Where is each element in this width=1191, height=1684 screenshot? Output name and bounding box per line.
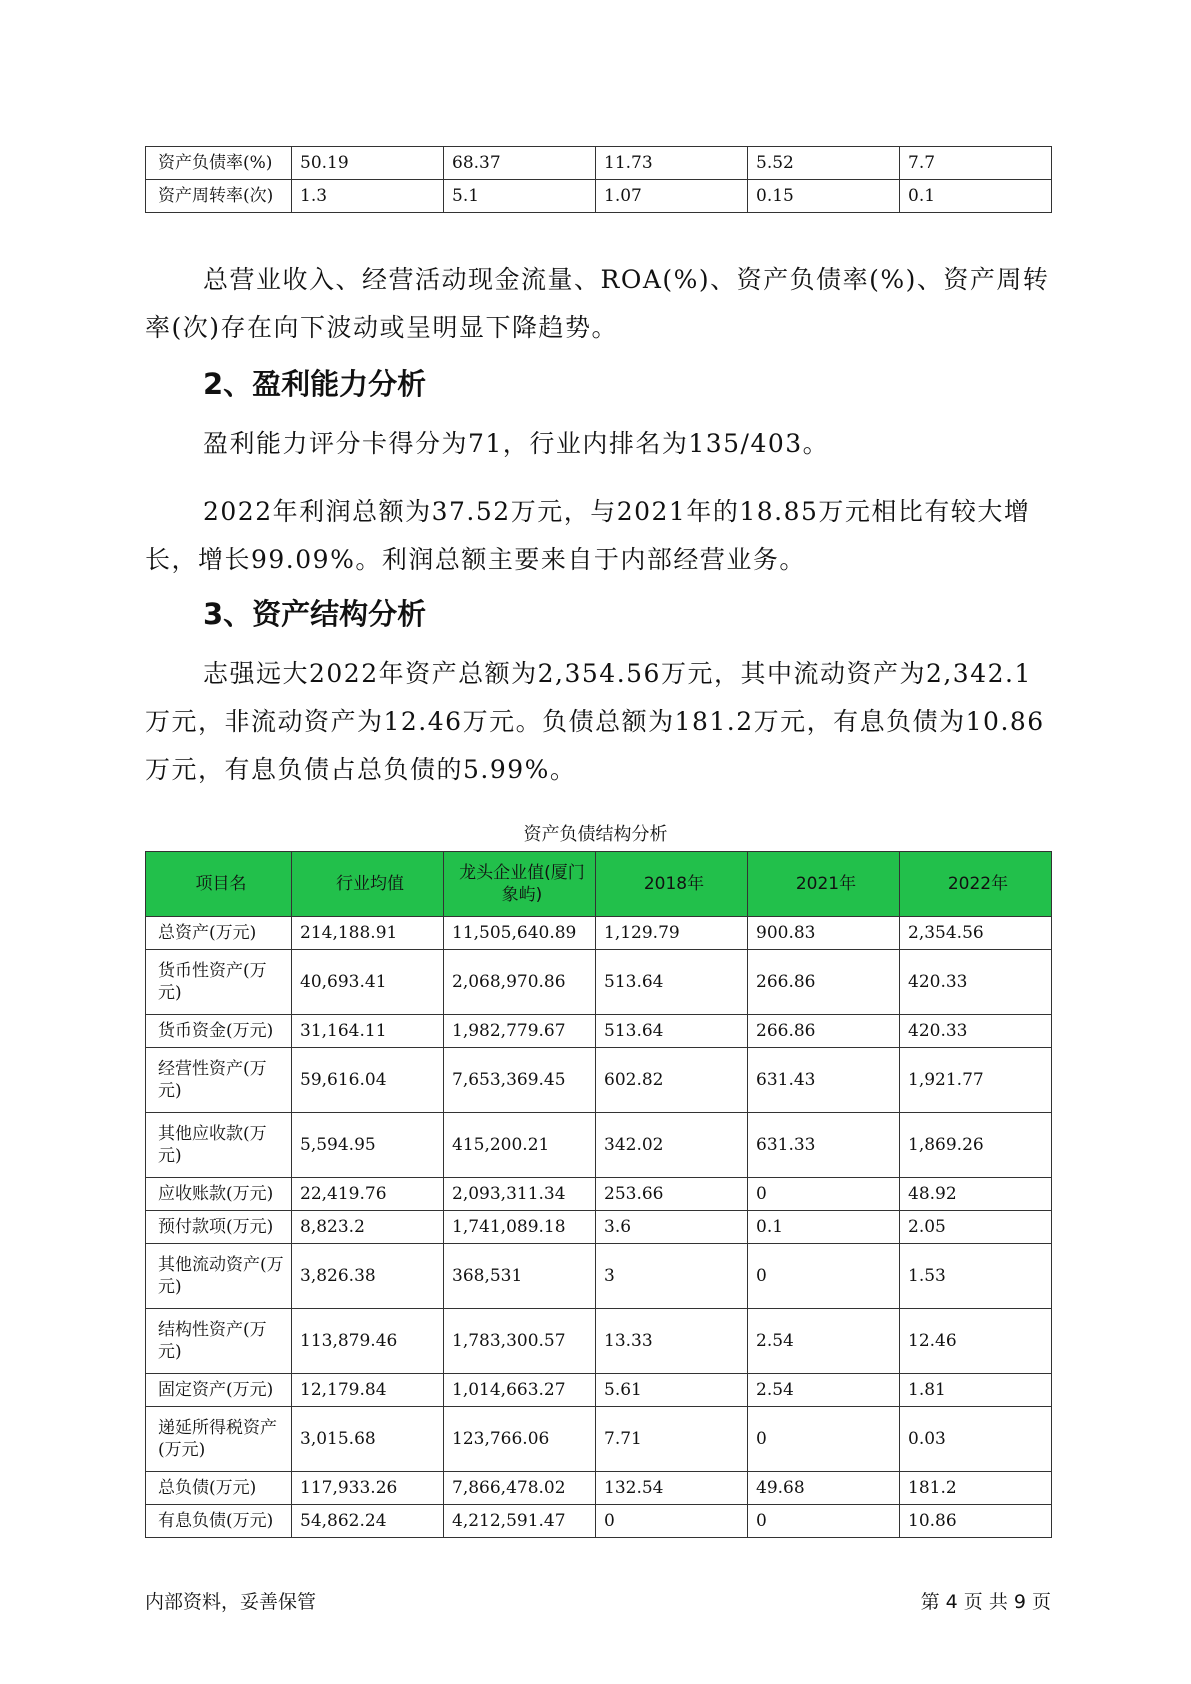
- table-cell: 1.3: [292, 180, 444, 213]
- table-cell: 13.33: [596, 1309, 748, 1374]
- table-cell: 11,505,640.89: [444, 917, 596, 950]
- footer-page-number: 第 4 页 共 9 页: [920, 1591, 1051, 1613]
- row-label: 总资产(万元): [146, 917, 292, 950]
- row-label: 预付款项(万元): [146, 1211, 292, 1244]
- table-row: [146, 1407, 1052, 1472]
- table-cell: 22,419.76: [292, 1178, 444, 1211]
- table-cell: 631.33: [748, 1113, 900, 1178]
- table-row: [146, 1505, 1052, 1538]
- ratio-table: [145, 146, 1052, 213]
- row-label: 货币性资产(万元): [146, 950, 292, 1015]
- table-cell: 415,200.21: [444, 1113, 596, 1178]
- column-header: 龙头企业值(厦门象屿): [444, 852, 596, 917]
- table-cell: 0.03: [900, 1407, 1052, 1472]
- balance-structure-table: [145, 851, 1052, 1538]
- table-row: [146, 1374, 1052, 1407]
- table-row: [146, 1309, 1052, 1374]
- table-row: [146, 1211, 1052, 1244]
- section-heading-profitability: 2、盈利能力分析: [203, 367, 427, 401]
- table-row: [146, 180, 1052, 213]
- table-header-row: [146, 852, 1052, 917]
- table-cell: 4,212,591.47: [444, 1505, 596, 1538]
- paragraph-assets: 志强远大2022年资产总额为2,354.56万元，其中流动资产为2,342.1万元，非流动资产为12.46万元。负债总额为181.2万元，有息负债为10.86万元，有息负债占总负债的5.99%。: [145, 659, 1045, 784]
- column-header: 项目名: [146, 852, 292, 917]
- row-label: 递延所得税资产(万元): [146, 1407, 292, 1472]
- table-cell: 0.1: [748, 1211, 900, 1244]
- table-cell: 48.92: [900, 1178, 1052, 1211]
- table-caption: 资产负债结构分析: [523, 824, 668, 845]
- table-cell: 3,015.68: [292, 1407, 444, 1472]
- table-row: [146, 1015, 1052, 1048]
- table-cell: 68.37: [444, 147, 596, 180]
- table-cell: 31,164.11: [292, 1015, 444, 1048]
- table-cell: 266.86: [748, 950, 900, 1015]
- table-cell: 513.64: [596, 950, 748, 1015]
- column-header: 2021年: [748, 852, 900, 917]
- table-cell: 5.1: [444, 180, 596, 213]
- table-cell: 1,982,779.67: [444, 1015, 596, 1048]
- table-cell: 5.52: [748, 147, 900, 180]
- table-cell: 7,866,478.02: [444, 1472, 596, 1505]
- table-cell: 7,653,369.45: [444, 1048, 596, 1113]
- table-cell: 0: [748, 1505, 900, 1538]
- table-cell: 11.73: [596, 147, 748, 180]
- row-label: 有息负债(万元): [146, 1505, 292, 1538]
- footer-confidential-note: 内部资料，妥善保管: [145, 1591, 317, 1613]
- table-cell: 2,068,970.86: [444, 950, 596, 1015]
- column-header: 2018年: [596, 852, 748, 917]
- column-header: 2022年: [900, 852, 1052, 917]
- table-cell: 1,014,663.27: [444, 1374, 596, 1407]
- table-cell: 5,594.95: [292, 1113, 444, 1178]
- row-label: 固定资产(万元): [146, 1374, 292, 1407]
- row-label: 总负债(万元): [146, 1472, 292, 1505]
- table-cell: 1,921.77: [900, 1048, 1052, 1113]
- table-cell: 132.54: [596, 1472, 748, 1505]
- table-cell: 1.07: [596, 180, 748, 213]
- table-cell: 50.19: [292, 147, 444, 180]
- row-label: 资产周转率(次): [146, 180, 292, 213]
- column-header: 行业均值: [292, 852, 444, 917]
- table-cell: 0: [748, 1244, 900, 1309]
- table-cell: 7.71: [596, 1407, 748, 1472]
- table-cell: 253.66: [596, 1178, 748, 1211]
- row-label: 货币资金(万元): [146, 1015, 292, 1048]
- table-cell: 2.05: [900, 1211, 1052, 1244]
- table-cell: 1,129.79: [596, 917, 748, 950]
- table-cell: 5.61: [596, 1374, 748, 1407]
- table-cell: 368,531: [444, 1244, 596, 1309]
- paragraph-score: 盈利能力评分卡得分为71，行业内排名为135/403。: [203, 429, 830, 458]
- table-cell: 7.7: [900, 147, 1052, 180]
- table-row: [146, 1472, 1052, 1505]
- row-label: 其他应收款(万元): [146, 1113, 292, 1178]
- table-row: [146, 1178, 1052, 1211]
- table-cell: 2.54: [748, 1309, 900, 1374]
- table-cell: 123,766.06: [444, 1407, 596, 1472]
- table-cell: 266.86: [748, 1015, 900, 1048]
- table-cell: 59,616.04: [292, 1048, 444, 1113]
- table-row: [146, 1244, 1052, 1309]
- table-cell: 1.53: [900, 1244, 1052, 1309]
- row-label: 结构性资产(万元): [146, 1309, 292, 1374]
- table-cell: 3.6: [596, 1211, 748, 1244]
- table-row: [146, 950, 1052, 1015]
- table-row: [146, 917, 1052, 950]
- table-cell: 8,823.2: [292, 1211, 444, 1244]
- row-label: 经营性资产(万元): [146, 1048, 292, 1113]
- table-cell: 3: [596, 1244, 748, 1309]
- table-cell: 3,826.38: [292, 1244, 444, 1309]
- table-cell: 2,093,311.34: [444, 1178, 596, 1211]
- table-row: [146, 147, 1052, 180]
- row-label: 资产负债率(%): [146, 147, 292, 180]
- table-row: [146, 1113, 1052, 1178]
- table-cell: 0: [748, 1407, 900, 1472]
- table-cell: 117,933.26: [292, 1472, 444, 1505]
- table-cell: 602.82: [596, 1048, 748, 1113]
- table-cell: 49.68: [748, 1472, 900, 1505]
- table-cell: 1,741,089.18: [444, 1211, 596, 1244]
- table-cell: 54,862.24: [292, 1505, 444, 1538]
- table-cell: 900.83: [748, 917, 900, 950]
- paragraph-profit: 2022年利润总额为37.52万元，与2021年的18.85万元相比有较大增长，增长99.09%。利润总额主要来自于内部经营业务。: [145, 497, 1031, 574]
- table-cell: 420.33: [900, 1015, 1052, 1048]
- table-cell: 214,188.91: [292, 917, 444, 950]
- table-cell: 113,879.46: [292, 1309, 444, 1374]
- table-cell: 40,693.41: [292, 950, 444, 1015]
- table-cell: 0: [748, 1178, 900, 1211]
- table-cell: 631.43: [748, 1048, 900, 1113]
- table-cell: 420.33: [900, 950, 1052, 1015]
- table-cell: 12.46: [900, 1309, 1052, 1374]
- table-cell: 2.54: [748, 1374, 900, 1407]
- table-cell: 513.64: [596, 1015, 748, 1048]
- table-cell: 1,869.26: [900, 1113, 1052, 1178]
- section-heading-asset-structure: 3、资产结构分析: [203, 597, 427, 631]
- table-cell: 0.15: [748, 180, 900, 213]
- row-label: 其他流动资产(万元): [146, 1244, 292, 1309]
- table-cell: 1,783,300.57: [444, 1309, 596, 1374]
- row-label: 应收账款(万元): [146, 1178, 292, 1211]
- table-cell: 2,354.56: [900, 917, 1052, 950]
- table-cell: 10.86: [900, 1505, 1052, 1538]
- table-cell: 342.02: [596, 1113, 748, 1178]
- table-cell: 0: [596, 1505, 748, 1538]
- table-cell: 12,179.84: [292, 1374, 444, 1407]
- table-cell: 0.1: [900, 180, 1052, 213]
- table-cell: 1.81: [900, 1374, 1052, 1407]
- table-cell: 181.2: [900, 1472, 1052, 1505]
- paragraph-trend: 总营业收入、经营活动现金流量、ROA(%)、资产负债率(%)、资产周转率(次)存在向下波动或呈明显下降趋势。: [145, 265, 1050, 342]
- table-row: [146, 1048, 1052, 1113]
